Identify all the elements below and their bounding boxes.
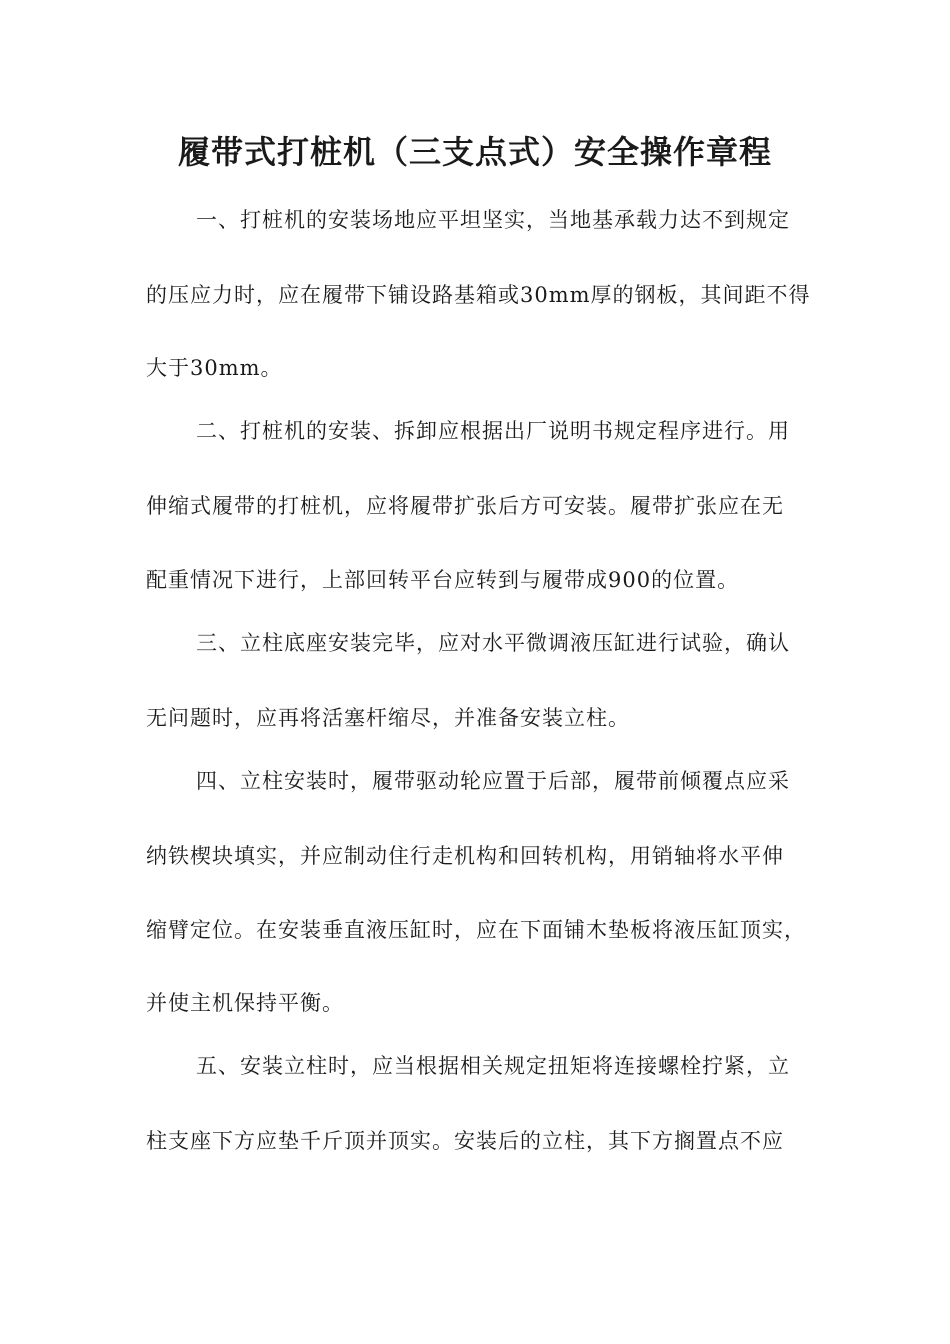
- paragraph-line: 无问题时，应再将活塞杆缩尽，并准备安装立柱。: [146, 706, 630, 730]
- paragraph-line: 缩臂定位。在安装垂直液压缸时，应在下面铺木垫板将液压缸顶实，: [146, 918, 806, 942]
- paragraph-line: 四、立柱安装时，履带驱动轮应置于后部，履带前倾覆点应采: [196, 769, 790, 793]
- paragraph-line: 五、安装立柱时，应当根据相关规定扭矩将连接螺栓拧紧，立: [196, 1054, 790, 1078]
- paragraph-line: 伸缩式履带的打桩机，应将履带扩张后方可安装。履带扩张应在无: [146, 494, 784, 518]
- paragraph-line: 并使主机保持平衡。: [146, 991, 344, 1015]
- paragraph-line: 大于30mm。: [146, 356, 283, 380]
- paragraph-line: 二、打桩机的安装、拆卸应根据出厂说明书规定程序进行。用: [196, 419, 790, 443]
- paragraph-line: 一、打桩机的安装场地应平坦坚实，当地基承载力达不到规定: [196, 208, 790, 232]
- paragraph-line: 的压应力时，应在履带下铺设路基箱或30mm厚的钢板，其间距不得: [146, 283, 811, 307]
- document-title: 履带式打桩机（三支点式）安全操作章程: [177, 133, 772, 171]
- paragraph-line: 纳铁楔块填实，并应制动住行走机构和回转机构，用销轴将水平伸: [146, 844, 784, 868]
- paragraph-line: 三、立柱底座安装完毕，应对水平微调液压缸进行试验，确认: [196, 631, 790, 655]
- paragraph-line: 柱支座下方应垫千斤顶并顶实。安装后的立柱，其下方搁置点不应: [146, 1129, 784, 1153]
- paragraph-line: 配重情况下进行，上部回转平台应转到与履带成900的位置。: [146, 568, 740, 592]
